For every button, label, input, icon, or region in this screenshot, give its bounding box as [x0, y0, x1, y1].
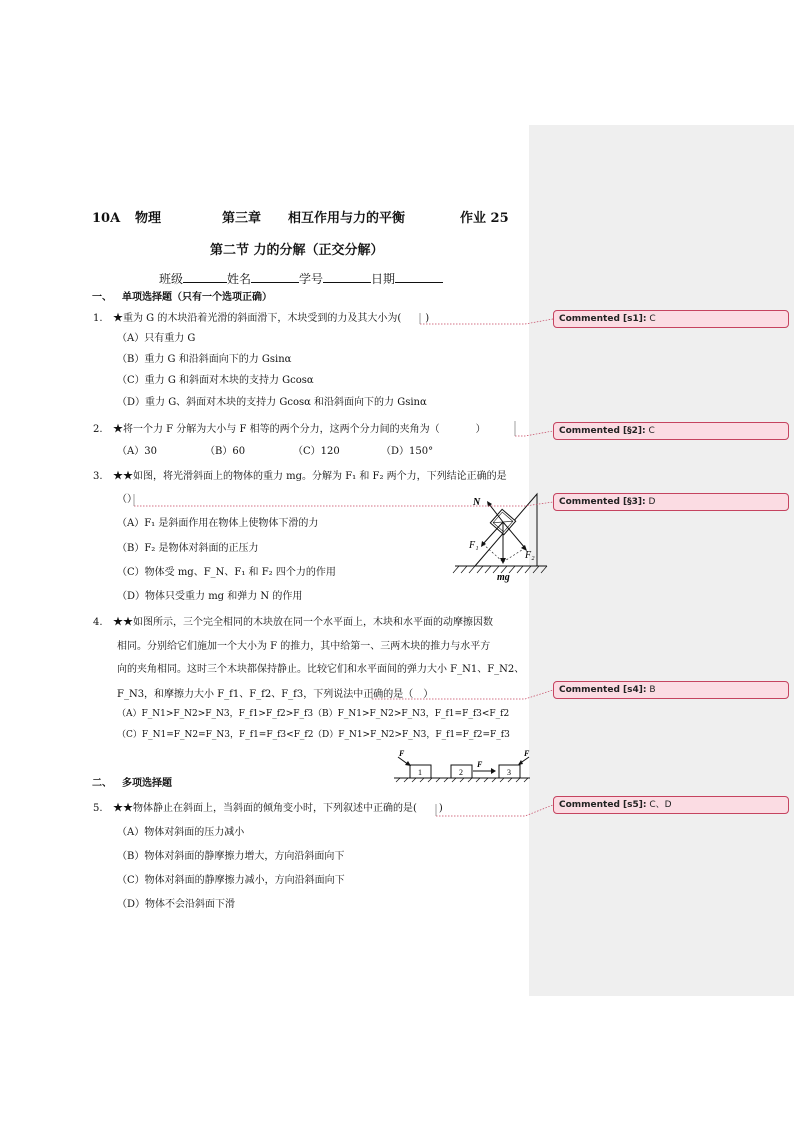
question-answer-bracket: （）: [117, 494, 137, 505]
block-number: 2: [459, 768, 463, 777]
comment-balloon[interactable]: Commented [§3]: D: [553, 493, 789, 511]
option: （A）F_N1>F_N2>F_N3，F_f1>F_f2>F_f3: [117, 709, 314, 719]
question-stem: ★★如图，将光滑斜面上的物体的重力 mg。分解为 F₁ 和 F₂ 两个力，下列结论正确的是: [113, 471, 507, 482]
class-field-label: 班级: [159, 272, 184, 286]
option: （D）F_N1>F_N2>F_N3，F_f1=F_f2=F_f3: [313, 730, 510, 740]
option: （D）物体不会沿斜面下滑: [117, 899, 236, 910]
option: （A）F₁ 是斜面作用在物体上使物体下滑的力: [117, 518, 319, 529]
question-stem: ★重为 G 的木块沿着光滑的斜面滑下，木块受到的力及其大小为( ): [113, 313, 430, 324]
comment-balloon[interactable]: Commented [s4]: B: [553, 681, 789, 699]
date-field-label: 日期: [371, 272, 396, 286]
option: （C）物体受 mg、F_N、F₁ 和 F₂ 四个力的作用: [117, 567, 336, 578]
grade-label: 10A: [92, 211, 121, 226]
block-number: 3: [507, 768, 511, 777]
question-stem: ★★物体静止在斜面上，当斜面的倾角变小时，下列叙述中正确的是( ): [113, 803, 443, 814]
option: （C）F_N1=F_N2=F_N3，F_f1=F_f3<F_f2: [117, 730, 314, 740]
force-f2-label: F₂: [525, 550, 535, 561]
section-title: 单项选择题（只有一个选项正确）: [122, 292, 272, 303]
question-stem-line: 相同。分别给它们施加一个大小为 F 的推力，其中给第一、三两木块的推力与水平方: [117, 641, 491, 652]
option: （D）150°: [381, 446, 434, 457]
question-stem: ★将一个力 F 分解为大小与 F 相等的两个分力，这两个分力间的夹角为（ ）: [113, 424, 486, 435]
question-stem-line: 向的夹角相同。这时三个木块都保持静止。比较它们和水平面间的弹力大小 F_N1、F_N2、: [117, 664, 525, 675]
section-title: 第二节 力的分解（正交分解）: [210, 243, 384, 258]
option: （B）物体对斜面的静摩擦力增大，方向沿斜面向下: [117, 851, 345, 862]
homework-label: 作业 25: [460, 211, 509, 226]
chapter-label: 第三章: [222, 211, 262, 226]
question-number: 3.: [93, 471, 103, 482]
option: （B）重力 G 和沿斜面向下的力 Gsinα: [117, 354, 292, 365]
name-field-label: 姓名: [227, 272, 252, 286]
gravity-label: mg: [497, 572, 510, 583]
option: （C）重力 G 和斜面对木块的支持力 Gcosα: [117, 375, 314, 386]
normal-force-label: N: [473, 497, 481, 508]
subject-label: 物理: [135, 211, 162, 226]
comment-balloon[interactable]: Commented [s5]: C、D: [553, 796, 789, 814]
question-number: 2.: [93, 424, 103, 435]
option: （D）物体只受重力 mg 和弹力 N 的作用: [117, 591, 303, 602]
option: （D）重力 G、斜面对木块的支持力 Gcosα 和沿斜面向下的力 Gsinα: [117, 397, 427, 408]
question-number: 4.: [93, 617, 103, 628]
comment-balloon[interactable]: Commented [§2]: C: [553, 422, 789, 440]
option: （C）120: [293, 446, 340, 457]
force-label: F: [524, 749, 530, 758]
option: （A）只有重力 G: [117, 333, 196, 344]
option: （B）F₂ 是物体对斜面的正压力: [117, 543, 259, 554]
option: （A）物体对斜面的压力减小: [117, 827, 245, 838]
chapter-title: 相互作用与力的平衡: [288, 211, 406, 226]
option: （A）30: [117, 446, 157, 457]
comment-balloon[interactable]: Commented [s1]: C: [553, 310, 789, 328]
question-stem-line: F_N3，和摩擦力大小 F_f1、F_f2、F_f3，下列说法中正确的是（ ）: [117, 689, 434, 700]
section-number: 一、: [92, 292, 112, 303]
section-number: 二、: [92, 778, 112, 789]
option: （B）F_N1>F_N2>F_N3，F_f1=F_f3<F_f2: [313, 709, 510, 719]
force-label: F: [477, 760, 483, 769]
id-field-label: 学号: [299, 272, 324, 286]
force-label: F: [399, 749, 405, 758]
block-number: 1: [418, 768, 422, 777]
option: （C）物体对斜面的静摩擦力减小，方向沿斜面向下: [117, 875, 345, 886]
question-number: 5.: [93, 803, 103, 814]
section-title: 多项选择题: [122, 778, 172, 789]
question-stem-line: ★★如图所示，三个完全相同的木块放在同一个水平面上，木块和水平面的动摩擦因数: [113, 617, 493, 628]
option: （B）60: [205, 446, 246, 457]
question-number: 1.: [93, 313, 103, 324]
force-f1-label: F₁: [469, 540, 479, 551]
